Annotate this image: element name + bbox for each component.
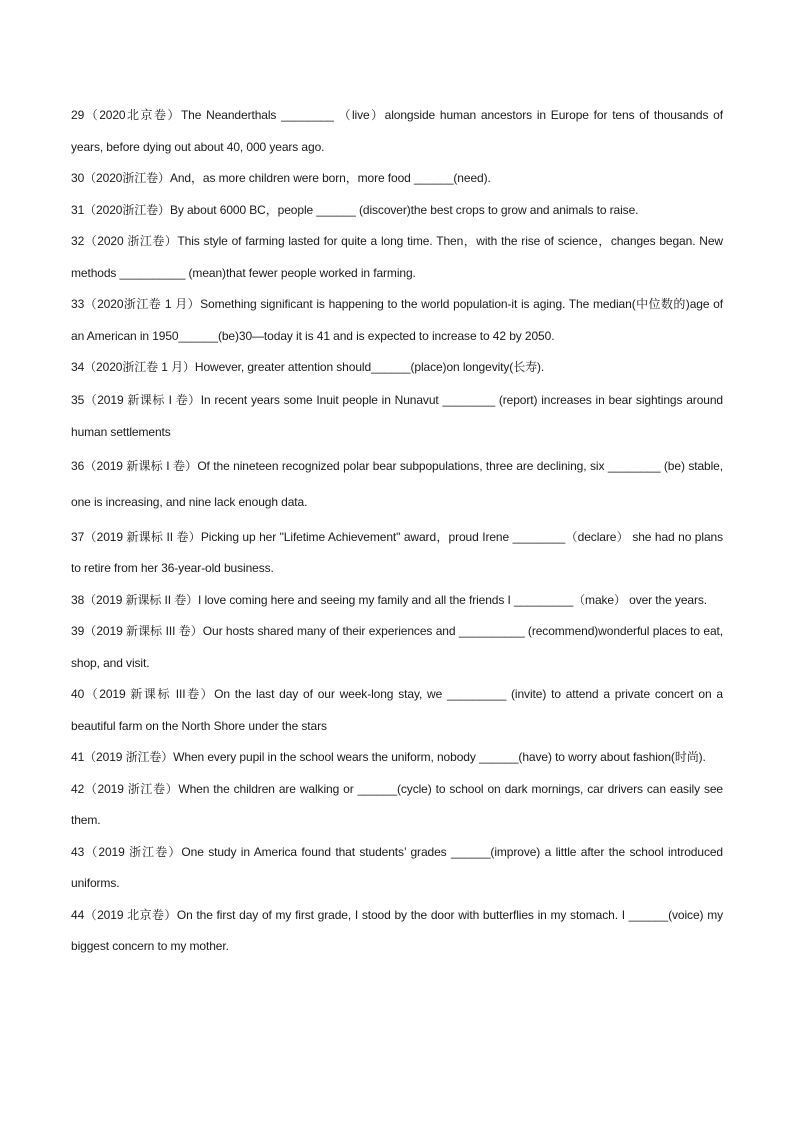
question-41: 41（2019 浙江卷）When every pupil in the school wears the uniform, nobody ______(have) to worry about fashion(时尚).	[71, 750, 706, 764]
question-43: 43（2019 浙江卷）One study in America found that students’ grades ______(improve) a little after the school introduced uniforms.	[71, 844, 723, 890]
question-33: 33（2020浙江卷 1 月）Something significant is happening to the world population-it is aging. The median(中位数的)age of an American in 1950______(be)30—today it is 41 and is expected to increase to 42 by 2050.	[71, 297, 723, 343]
question-37: 37（2019 新课标 II 卷）Picking up her "Lifetime Achievement" award，proud Irene ________（declare） she had no plans to retire from her 36-year-old business.	[71, 529, 723, 575]
question-34: 34（2020浙江卷 1 月）However, greater attention should______(place)on longevity(长寿).	[71, 360, 545, 374]
question-42: 42（2019 浙江卷）When the children are walking or ______(cycle) to school on dark mornings, car drivers can easily see them.	[71, 781, 723, 827]
question-36: 36（2019 新课标 I 卷）Of the nineteen recognized polar bear subpopulations, three are declining, six ________ (be) stable, one is increasing, and nine lack enough data.	[71, 458, 723, 509]
exercise-page	[71, 100, 723, 963]
question-35: 35（2019 新课标 I 卷）In recent years some Inuit people in Nunavut ________ (report) increases in bear sightings around human settlements	[71, 392, 723, 439]
question-31: 31（2020浙江卷）By about 6000 BC，people ______ (discover)the best crops to grow and animals to raise.	[71, 202, 639, 217]
question-38: 38（2019 新课标 II 卷）I love coming here and seeing my family and all the friends I _________（make） over the years.	[71, 592, 707, 607]
question-39: 39（2019 新课标 III 卷）Our hosts shared many of their experiences and __________ (recommend)wonderful places to eat, shop, and visit.	[71, 624, 723, 670]
question-44: 44（2019 北京卷）On the first day of my first grade, I stood by the door with butterflies in my stomach. I ______(voice) my biggest concern to my mother.	[71, 907, 723, 953]
question-40: 40（2019 新课标 III卷）On the last day of our week-long stay, we _________ (invite) to attend a private concert on a beautiful farm on the North Shore under the stars	[71, 687, 723, 733]
question-30: 30（2020浙江卷）And，as more children were born，more food ______(need).	[71, 171, 491, 185]
question-29: 29（2020北京卷）The Neanderthals ________ （live）alongside human ancestors in Europe for tens of thousands of years, before dying out about 40, 000 years ago.	[71, 108, 723, 154]
question-32: 32（2020 浙江卷）This style of farming lasted for quite a long time. Then，with the rise of science，changes began. New methods __________ (mean)that fewer people worked in farming.	[71, 234, 723, 280]
